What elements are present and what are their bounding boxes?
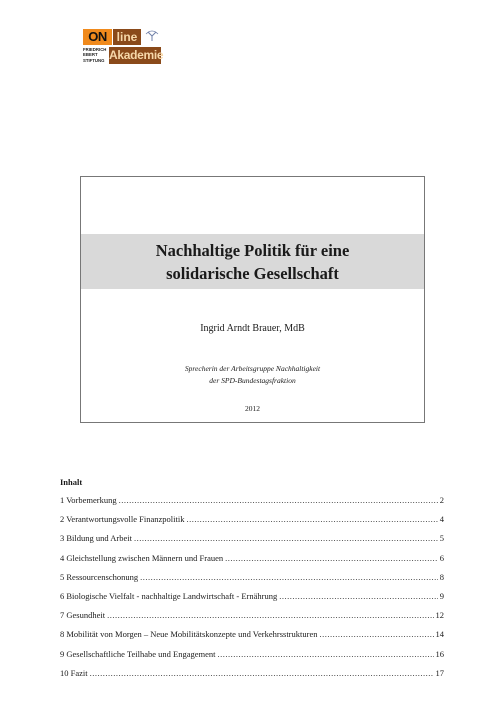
toc-entry-title: 3 Bildung und Arbeit bbox=[60, 533, 133, 544]
toc-leader-dots bbox=[279, 591, 438, 601]
toc-entry-title: 9 Gesellschaftliche Teilhabe und Engagement bbox=[60, 648, 216, 659]
online-akademie-logo bbox=[83, 29, 164, 65]
toc-entry-title: 5 Ressourcenschonung bbox=[60, 571, 139, 582]
toc-entry-title: 4 Gleichstellung zwischen Männern und Frauen bbox=[60, 552, 224, 563]
toc-entry[interactable] bbox=[60, 495, 444, 514]
logo-akademie-text: Akademie bbox=[109, 48, 164, 62]
toc-leader-dots bbox=[90, 668, 434, 678]
author-role: Sprecherin der Arbeitsgruppe Nachhaltigkeit der SPD-Bundestagsfraktion bbox=[184, 364, 321, 385]
toc-entry-page: 12 bbox=[435, 610, 444, 621]
toc-entry-page: 16 bbox=[435, 648, 444, 659]
toc-entry-page: 9 bbox=[439, 590, 444, 601]
toc-entry[interactable] bbox=[60, 668, 444, 687]
toc-entry[interactable] bbox=[60, 572, 444, 591]
toc-leader-dots bbox=[140, 572, 438, 582]
toc-leader-dots bbox=[319, 629, 433, 639]
toc-entry-page: 8 bbox=[439, 571, 444, 582]
toc-entry-page: 4 bbox=[439, 514, 444, 525]
toc-entry-page: 14 bbox=[435, 629, 444, 640]
toc-entry-title: 1 Vorbemerkung bbox=[60, 495, 117, 505]
toc-heading: Inhalt bbox=[60, 477, 83, 487]
toc-entry-page: 17 bbox=[435, 667, 444, 678]
toc-entry[interactable] bbox=[60, 553, 444, 572]
toc-entry[interactable] bbox=[60, 649, 444, 668]
toc-leader-dots bbox=[187, 514, 438, 524]
signal-icon bbox=[145, 29, 159, 43]
toc-entry[interactable] bbox=[60, 591, 444, 610]
toc-leader-dots bbox=[107, 610, 433, 620]
toc-entry-title: 10 Fazit bbox=[60, 667, 88, 678]
toc-entry-title: 8 Mobilität von Morgen – Neue Mobilitätskonzepte und Verkehrsstrukturen bbox=[60, 629, 318, 640]
toc-leader-dots bbox=[119, 495, 438, 505]
toc-entry[interactable] bbox=[60, 514, 444, 533]
toc-entry-page: 6 bbox=[439, 552, 444, 563]
toc-entry[interactable] bbox=[60, 629, 444, 648]
toc-entry-title: 6 Biologische Vielfalt - nachhaltige Landwirtschaft - Ernährung bbox=[60, 590, 278, 601]
author-name: Ingrid Arndt Brauer, MdB bbox=[200, 323, 305, 334]
toc-leader-dots bbox=[225, 553, 438, 563]
document-title: Nachhaltige Politik für eine solidarische Gesellschaft bbox=[155, 241, 350, 283]
publication-year: 2012 bbox=[245, 404, 260, 413]
fes-wordmark: FRIEDRICH EBERT STIFTUNG bbox=[83, 47, 108, 65]
toc-leader-dots bbox=[218, 649, 434, 659]
toc-entry-title: 7 Gesundheit bbox=[60, 610, 106, 621]
table-of-contents bbox=[60, 495, 444, 687]
toc-entry-page: 5 bbox=[439, 533, 444, 544]
toc-entry-page: 2 bbox=[439, 495, 444, 505]
toc-entry[interactable] bbox=[60, 533, 444, 552]
toc-leader-dots bbox=[134, 533, 438, 543]
toc-entry[interactable] bbox=[60, 610, 444, 629]
toc-entry-title: 2 Verantwortungsvolle Finanzpolitik bbox=[60, 514, 185, 525]
cover-title-box bbox=[80, 176, 425, 423]
logo-on-text: ON bbox=[83, 29, 112, 45]
logo-line-text: line bbox=[113, 29, 141, 45]
